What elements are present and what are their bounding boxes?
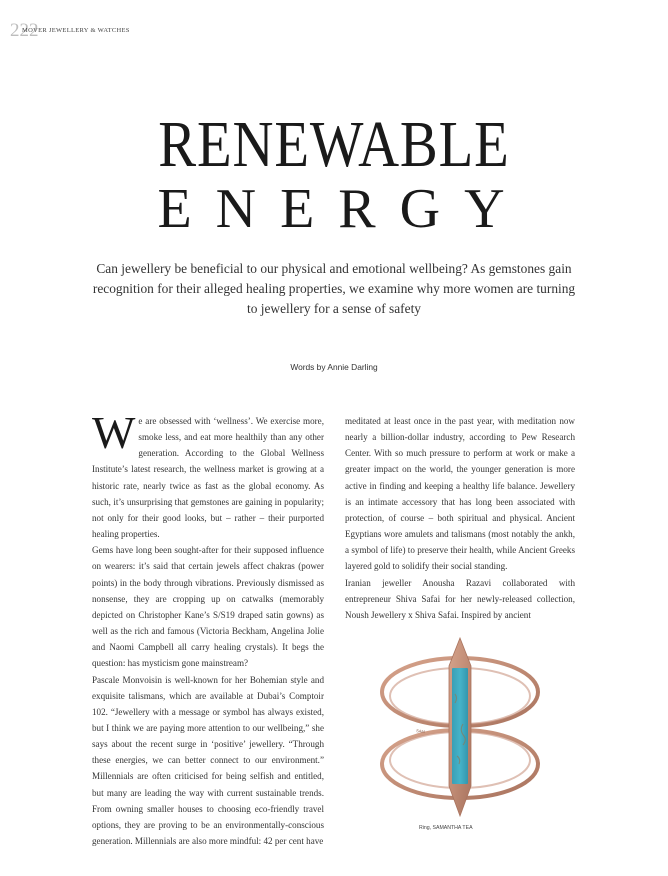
- paragraph: [92, 407, 324, 542]
- standfirst: Can jewellery be beneficial to our physical and emotional wellbeing? As gemstones gain recognition for their alleged healing properties, we examine why more women are turning to jewellery for a sense of safety: [92, 261, 576, 316]
- byline: Words by Annie Darling: [290, 362, 378, 372]
- article-column-1: [92, 407, 324, 849]
- headline-line-1: RENEWABLE: [158, 108, 510, 181]
- headline-line-2: ENERGY: [157, 178, 529, 240]
- paragraph: Pascale Monvoisin is well-known for her Bohemian style and exquisite talismans, which are available at Dubai’s Comptoir 102. “Jewellery with a message or symbol has always existed, but I think we are paying more attention to our wellbeing,” she says about the recent surge in ‘positive’ jewellery. “Through these energies, we can better connect to our environment.” Millennials are often criticised for being selfish and entitled, but many are leading the way with current sustainable trends. From owning smaller houses to choosing eco-friendly travel options, they are proving to be an environmentally-conscious generation. Millennials are also more mindful: 42 per cent have: [92, 674, 324, 847]
- article-column-2: [345, 413, 575, 623]
- image-caption: Ring, SAMANTHA TEA: [419, 825, 473, 831]
- ring-engraving: SAM: [415, 728, 426, 735]
- section-label: MOVER JEWELLERY & WATCHES: [22, 27, 130, 34]
- paragraph: meditated at least once in the past year, with meditation now nearly a billion-dollar industry, according to Pew Research Center. With so much pressure to perform at work or make a greater impact on the world, the younger generation is more active in finding and keeping a healthy life balance. Jewellery is an intimate accessory that has long been associated with protection, of course – both spiritual and physical. Ancient Egyptians wore amulets and talismans (most notably the ankh, a symbol of life) to preserve their health, while Ancient Greeks layered gold to solidify their social standing.: [345, 416, 575, 572]
- paragraph-text: e are obsessed with ‘wellness’. We exercise more, smoke less, and eat more healthily than any other generation. According to the Global Wellness Institute’s latest research, the wellness market is growing at a historic rate, nearly twice as fast as the global economy. As such, it’s unsurprising that gemstones are gaining in popularity; not only for their good looks, but – rather – their purported healing properties.: [92, 416, 324, 540]
- paragraph: Gems have long been sought-after for their supposed influence on wearers: it’s said that certain jewels affect chakras (power points) in the body through vibrations. Previously dismissed as nonsense, they are cropping up on catwalks (memorably depicted on Christopher Kane’s S/S19 draped satin gowns) as well as the rich and famous (Victoria Beckham, Angelina Jolie and Naomi Campbell all carry healing crystals). It begs the question: has mysticism gone mainstream?: [92, 545, 324, 669]
- page-number: 222: [10, 20, 39, 41]
- drop-cap: W: [92, 407, 136, 458]
- paragraph: Iranian jeweller Anousha Razavi collaborated with entrepreneur Shiva Safai for her newly-released collection, Noush Jewellery x Shiva Safai. Inspired by ancient: [345, 577, 575, 620]
- turquoise-stone: [452, 668, 468, 784]
- ring-illustration: [370, 636, 550, 818]
- ring-photo: [370, 636, 550, 818]
